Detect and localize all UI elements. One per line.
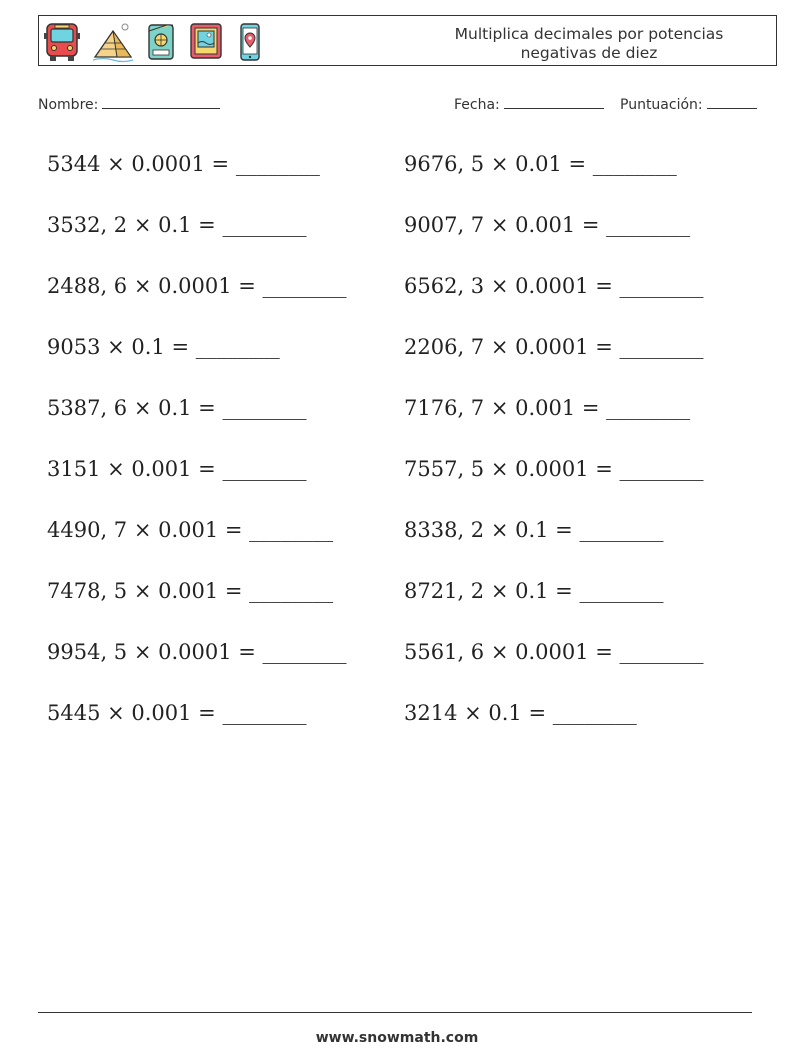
- date-label: Fecha:: [454, 97, 500, 113]
- name-field[interactable]: [38, 94, 220, 113]
- date-field[interactable]: [454, 94, 604, 113]
- title-line-1: Multiplica decimales por potencias: [454, 25, 724, 43]
- pyramid-icon: [91, 21, 135, 63]
- photo-album-icon: [187, 21, 225, 63]
- name-label: Nombre:: [38, 97, 99, 113]
- problem-left-1: 5344 × 0.0001 = ________: [47, 152, 320, 176]
- header-icons: [43, 20, 265, 64]
- problem-right-2: 9007, 7 × 0.001 = ________: [404, 213, 691, 237]
- name-blank[interactable]: [102, 94, 220, 109]
- problem-right-5: 7176, 7 × 0.001 = ________: [404, 396, 691, 420]
- footer-site-link[interactable]: www.snowmath.com: [315, 1030, 479, 1046]
- score-field[interactable]: [620, 94, 757, 113]
- phone-location-icon: [235, 21, 265, 63]
- problem-left-3: 2488, 6 × 0.0001 = ________: [47, 274, 347, 298]
- problem-right-4: 2206, 7 × 0.0001 = ________: [404, 335, 704, 359]
- problem-left-6: 3151 × 0.001 = ________: [47, 457, 307, 481]
- score-label: Puntuación:: [620, 97, 703, 113]
- problem-right-6: 7557, 5 × 0.0001 = ________: [404, 457, 704, 481]
- score-blank[interactable]: [707, 94, 757, 109]
- problem-left-10: 5445 × 0.001 = ________: [47, 701, 307, 725]
- title-line-2: negativas de diez: [520, 44, 658, 62]
- problem-right-3: 6562, 3 × 0.0001 = ________: [404, 274, 704, 298]
- problem-left-2: 3532, 2 × 0.1 = ________: [47, 213, 307, 237]
- problem-right-8: 8721, 2 × 0.1 = ________: [404, 579, 664, 603]
- bus-icon: [43, 21, 81, 63]
- passport-icon: [145, 21, 177, 63]
- problem-right-1: 9676, 5 × 0.01 = ________: [404, 152, 677, 176]
- problem-left-4: 9053 × 0.1 = ________: [47, 335, 280, 359]
- problem-right-7: 8338, 2 × 0.1 = ________: [404, 518, 664, 542]
- worksheet-title: [419, 25, 759, 63]
- problem-left-7: 4490, 7 × 0.001 = ________: [47, 518, 334, 542]
- footer-divider: [38, 1012, 752, 1013]
- problem-left-9: 9954, 5 × 0.0001 = ________: [47, 640, 347, 664]
- problem-right-10: 3214 × 0.1 = ________: [404, 701, 637, 725]
- problem-right-9: 5561, 6 × 0.0001 = ________: [404, 640, 704, 664]
- date-blank[interactable]: [504, 94, 604, 109]
- worksheet-header: [38, 15, 777, 66]
- problem-left-5: 5387, 6 × 0.1 = ________: [47, 396, 307, 420]
- problem-left-8: 7478, 5 × 0.001 = ________: [47, 579, 334, 603]
